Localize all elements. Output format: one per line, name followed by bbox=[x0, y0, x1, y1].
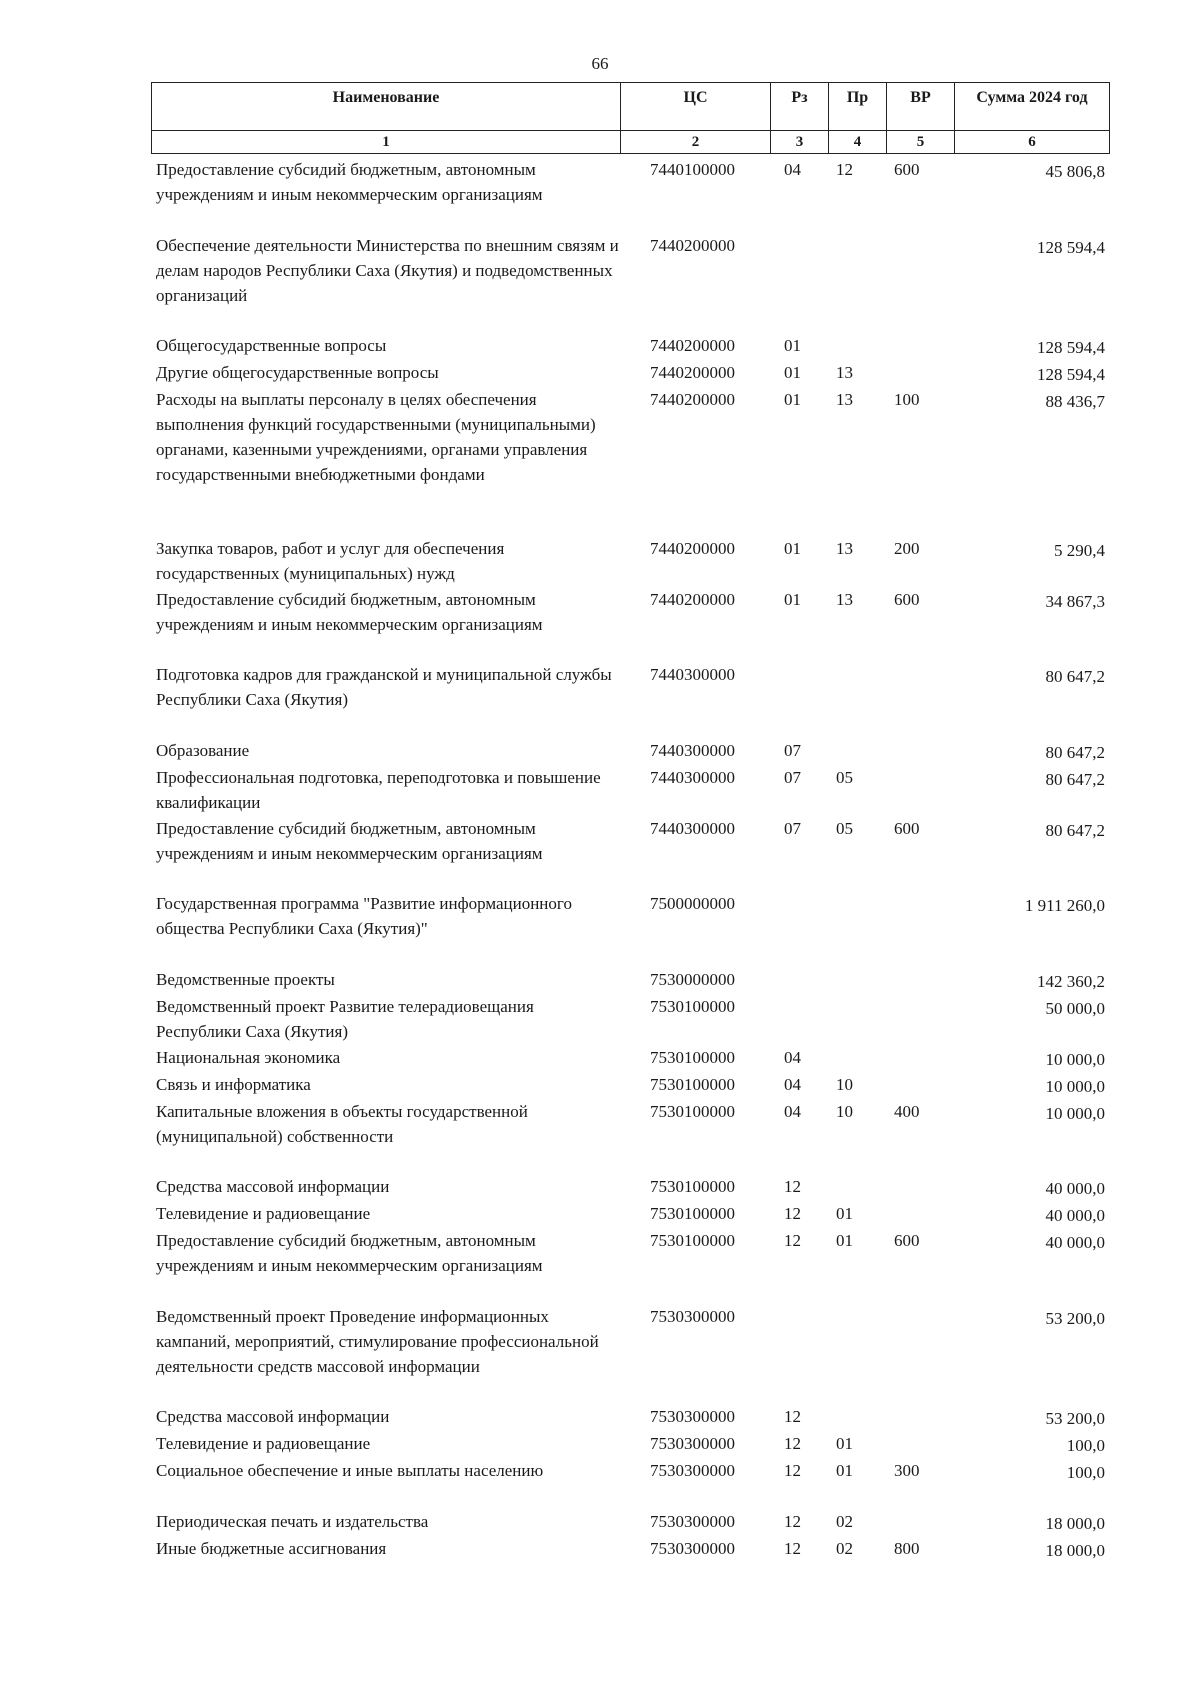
row-pr-cell bbox=[828, 662, 886, 738]
row-rz-cell bbox=[770, 967, 828, 994]
budget-table-body bbox=[151, 157, 1109, 1563]
row-rz-cell: 12 bbox=[784, 1538, 801, 1558]
row-name-cell: Телевидение и радиовещание bbox=[156, 1433, 371, 1453]
row-vr-cell: 600 bbox=[894, 818, 920, 838]
row-pr-cell bbox=[828, 1045, 886, 1072]
row-cs-cell: 7530300000 bbox=[650, 1306, 735, 1326]
row-sum-cell bbox=[954, 587, 1109, 663]
row-pr-cell bbox=[828, 738, 886, 765]
row-name-cell: Образование bbox=[156, 740, 250, 760]
row-cs-cell: 7530000000 bbox=[650, 969, 735, 989]
row-vr-cell bbox=[886, 1072, 954, 1099]
row-sum-value: 45 806,8 bbox=[1045, 162, 1105, 181]
row-rz-cell bbox=[770, 662, 828, 738]
row-pr-cell bbox=[828, 333, 886, 360]
row-name-cell: Ведомственные проекты bbox=[156, 969, 335, 989]
row-rz-cell bbox=[770, 994, 828, 1045]
row-rz-cell: 04 bbox=[784, 1047, 801, 1067]
row-sum-value: 80 647,2 bbox=[1045, 769, 1105, 789]
row-name-cell: Подготовка кадров для гражданской и муниципальной службы Республики Саха (Якутия) bbox=[156, 665, 612, 709]
row-rz-cell: 01 bbox=[784, 335, 801, 355]
row-sum-value: 128 594,4 bbox=[1037, 337, 1105, 357]
row-vr-cell: 600 bbox=[894, 589, 920, 609]
row-sum-cell bbox=[954, 662, 1109, 738]
row-sum-cell bbox=[954, 1509, 1109, 1536]
table-row bbox=[151, 765, 1109, 816]
row-rz-cell: 07 bbox=[784, 767, 801, 787]
row-cs-cell: 7440300000 bbox=[650, 740, 735, 760]
row-sum-value: 142 360,2 bbox=[1037, 971, 1105, 991]
row-name-cell: Социальное обеспечение и иные выплаты населению bbox=[156, 1460, 544, 1480]
row-vr-cell bbox=[886, 994, 954, 1045]
row-name-cell: Предоставление субсидий бюджетным, автономным учреждениям и иным некоммерческим организациям bbox=[156, 589, 543, 634]
row-sum-value: 40 000,0 bbox=[1045, 1206, 1105, 1225]
budget-table bbox=[151, 157, 1109, 1563]
row-sum-cell bbox=[954, 333, 1109, 360]
row-cs-cell: 7530100000 bbox=[650, 1177, 735, 1196]
row-cs-cell: 7530300000 bbox=[650, 1511, 735, 1531]
row-cs-cell: 7440200000 bbox=[650, 538, 735, 558]
row-pr-cell bbox=[828, 1174, 886, 1201]
table-row bbox=[151, 587, 1109, 663]
row-rz-cell: 12 bbox=[784, 1177, 801, 1196]
row-rz-cell: 12 bbox=[784, 1204, 801, 1223]
row-name-cell: Профессиональная подготовка, переподготовка и повышение квалификации bbox=[156, 767, 601, 812]
row-vr-cell: 800 bbox=[894, 1538, 920, 1558]
row-name-cell: Средства массовой информации bbox=[156, 1406, 390, 1426]
row-pr-cell: 01 bbox=[836, 1460, 853, 1480]
table-row bbox=[151, 662, 1109, 738]
column-header-rz: Рз bbox=[771, 83, 829, 131]
row-name-cell: Государственная программа "Развитие информационного общества Республики Саха (Якутия)" bbox=[156, 894, 572, 938]
column-number: 6 bbox=[955, 131, 1110, 154]
row-rz-cell: 07 bbox=[784, 818, 801, 838]
table-row bbox=[151, 333, 1109, 360]
row-sum-value: 50 000,0 bbox=[1045, 998, 1105, 1018]
row-cs-cell: 7440100000 bbox=[650, 160, 735, 179]
row-sum-cell bbox=[954, 1404, 1109, 1431]
row-cs-cell: 7530100000 bbox=[650, 1101, 735, 1121]
table-row bbox=[151, 1509, 1109, 1536]
row-name-cell: Периодическая печать и издательства bbox=[156, 1511, 429, 1531]
row-vr-cell bbox=[886, 360, 954, 387]
table-row bbox=[151, 360, 1109, 387]
row-sum-cell bbox=[954, 1072, 1109, 1099]
row-vr-cell bbox=[886, 233, 954, 333]
row-pr-cell: 10 bbox=[836, 1074, 853, 1094]
row-vr-cell: 600 bbox=[894, 1231, 920, 1250]
row-cs-cell: 7530300000 bbox=[650, 1460, 735, 1480]
row-rz-cell bbox=[770, 891, 828, 967]
row-vr-cell: 600 bbox=[894, 160, 920, 179]
table-row bbox=[151, 1201, 1109, 1228]
table-row bbox=[151, 816, 1109, 892]
row-cs-cell: 7440300000 bbox=[650, 818, 735, 838]
row-vr-cell: 200 bbox=[894, 538, 920, 558]
table-row bbox=[151, 387, 1109, 536]
row-sum-cell bbox=[954, 1458, 1109, 1509]
row-sum-value: 10 000,0 bbox=[1045, 1049, 1105, 1069]
row-sum-value: 40 000,0 bbox=[1045, 1179, 1105, 1198]
row-pr-cell bbox=[828, 233, 886, 333]
table-row bbox=[151, 233, 1109, 333]
row-name-cell: Закупка товаров, работ и услуг для обеспечения государственных (муниципальных) нужд bbox=[156, 538, 505, 583]
row-name-cell: Ведомственный проект Развитие телерадиовещания Республики Саха (Якутия) bbox=[156, 996, 534, 1041]
row-rz-cell: 04 bbox=[784, 160, 801, 179]
row-name-cell: Другие общегосударственные вопросы bbox=[156, 362, 439, 382]
row-vr-cell: 300 bbox=[894, 1460, 920, 1480]
row-name-cell: Национальная экономика bbox=[156, 1047, 341, 1067]
row-cs-cell: 7440200000 bbox=[650, 235, 735, 255]
table-row bbox=[151, 1045, 1109, 1072]
row-sum-value: 40 000,0 bbox=[1045, 1233, 1105, 1252]
row-name-cell: Связь и информатика bbox=[156, 1074, 311, 1094]
column-header-cs: ЦС bbox=[621, 83, 771, 131]
row-pr-cell bbox=[828, 967, 886, 994]
row-sum-cell bbox=[954, 738, 1109, 765]
table-row bbox=[151, 1099, 1109, 1175]
row-sum-value: 88 436,7 bbox=[1045, 391, 1105, 411]
row-pr-cell: 05 bbox=[836, 767, 853, 787]
row-cs-cell: 7530300000 bbox=[650, 1538, 735, 1558]
row-vr-cell bbox=[886, 891, 954, 967]
row-sum-cell bbox=[954, 1045, 1109, 1072]
row-cs-cell: 7440200000 bbox=[650, 362, 735, 382]
row-cs-cell: 7530300000 bbox=[650, 1406, 735, 1426]
column-header-pr: Пр bbox=[829, 83, 887, 131]
row-name-cell: Телевидение и радиовещание bbox=[156, 1204, 371, 1223]
table-header bbox=[151, 82, 1110, 154]
row-pr-cell: 13 bbox=[836, 538, 853, 558]
row-cs-cell: 7530100000 bbox=[650, 1047, 735, 1067]
row-pr-cell bbox=[828, 994, 886, 1045]
column-header-vr: ВР bbox=[887, 83, 955, 131]
row-name-cell: Предоставление субсидий бюджетным, автономным учреждениям и иным некоммерческим организациям bbox=[156, 1231, 543, 1275]
row-sum-cell bbox=[954, 1099, 1109, 1175]
row-cs-cell: 7440200000 bbox=[650, 389, 735, 409]
row-sum-cell bbox=[954, 360, 1109, 387]
row-cs-cell: 7530100000 bbox=[650, 1231, 735, 1250]
row-pr-cell: 01 bbox=[836, 1204, 853, 1223]
row-cs-cell: 7530100000 bbox=[650, 996, 735, 1016]
row-pr-cell bbox=[828, 1304, 886, 1404]
row-pr-cell: 01 bbox=[836, 1231, 853, 1250]
row-sum-value: 100,0 bbox=[1066, 1462, 1105, 1482]
table-row bbox=[151, 1536, 1109, 1563]
row-rz-cell: 04 bbox=[784, 1101, 801, 1121]
row-sum-cell bbox=[954, 816, 1109, 892]
row-rz-cell: 12 bbox=[784, 1231, 801, 1250]
row-sum-value: 5 290,4 bbox=[1054, 540, 1105, 560]
row-sum-cell bbox=[954, 1201, 1109, 1228]
row-pr-cell: 13 bbox=[836, 589, 853, 609]
row-rz-cell: 07 bbox=[784, 740, 801, 760]
row-pr-cell bbox=[828, 891, 886, 967]
column-number: 4 bbox=[829, 131, 887, 154]
row-rz-cell: 01 bbox=[784, 589, 801, 609]
row-sum-cell bbox=[954, 233, 1109, 333]
row-pr-cell: 02 bbox=[836, 1511, 853, 1531]
table-row bbox=[151, 1404, 1109, 1431]
table-row bbox=[151, 1431, 1109, 1458]
table-row bbox=[151, 891, 1109, 967]
row-sum-cell bbox=[954, 536, 1109, 587]
row-vr-cell bbox=[886, 765, 954, 816]
row-cs-cell: 7530100000 bbox=[650, 1204, 735, 1223]
row-pr-cell: 01 bbox=[836, 1433, 853, 1453]
row-sum-value: 34 867,3 bbox=[1045, 591, 1105, 611]
row-vr-cell bbox=[886, 662, 954, 738]
page-number: 66 bbox=[591, 54, 609, 73]
row-sum-cell bbox=[954, 157, 1109, 233]
table-row bbox=[151, 1072, 1109, 1099]
table-row bbox=[151, 536, 1109, 587]
row-vr-cell: 100 bbox=[894, 389, 920, 409]
row-vr-cell bbox=[886, 1404, 954, 1431]
column-number: 1 bbox=[152, 131, 621, 154]
row-sum-value: 100,0 bbox=[1066, 1435, 1105, 1455]
row-name-cell: Обеспечение деятельности Министерства по внешним связям и делам народов Республики Саха (Якутия) и подведомственных организаций bbox=[156, 235, 619, 305]
row-name-cell: Предоставление субсидий бюджетным, автономным учреждениям и иным некоммерческим организациям bbox=[156, 818, 543, 863]
row-cs-cell: 7530300000 bbox=[650, 1433, 735, 1453]
row-sum-cell bbox=[954, 1536, 1109, 1563]
row-cs-cell: 7440300000 bbox=[650, 767, 735, 787]
row-vr-cell bbox=[886, 333, 954, 360]
row-name-cell: Предоставление субсидий бюджетным, автономным учреждениям и иным некоммерческим организациям bbox=[156, 160, 543, 204]
row-vr-cell bbox=[886, 1509, 954, 1536]
row-name-cell: Средства массовой информации bbox=[156, 1177, 390, 1196]
row-sum-cell bbox=[954, 1431, 1109, 1458]
row-sum-value: 10 000,0 bbox=[1045, 1076, 1105, 1096]
column-number: 3 bbox=[771, 131, 829, 154]
row-vr-cell bbox=[886, 1201, 954, 1228]
row-pr-cell: 10 bbox=[836, 1101, 853, 1121]
row-rz-cell: 01 bbox=[784, 362, 801, 382]
row-cs-cell: 7440300000 bbox=[650, 665, 735, 684]
row-name-cell: Расходы на выплаты персоналу в целях обеспечения выполнения функций государственными (муниципальными) органами, казенными учреждениями, органами управления государственными внебюджетными фондами bbox=[156, 389, 596, 484]
row-vr-cell bbox=[886, 738, 954, 765]
table-row bbox=[151, 994, 1109, 1045]
header-row bbox=[152, 83, 1110, 131]
row-pr-cell: 13 bbox=[836, 389, 853, 409]
row-pr-cell: 05 bbox=[836, 818, 853, 838]
column-number-row bbox=[152, 131, 1110, 154]
row-name-cell: Общегосударственные вопросы bbox=[156, 335, 387, 355]
row-rz-cell bbox=[770, 233, 828, 333]
row-name-cell: Капитальные вложения в объекты государственной (муниципальной) собственности bbox=[156, 1101, 528, 1146]
table-row bbox=[151, 1304, 1109, 1404]
row-sum-cell bbox=[954, 994, 1109, 1045]
row-rz-cell: 12 bbox=[784, 1433, 801, 1453]
row-sum-value: 80 647,2 bbox=[1045, 820, 1105, 840]
column-header-sum: Сумма 2024 год bbox=[955, 83, 1110, 131]
row-rz-cell: 01 bbox=[784, 389, 801, 409]
row-sum-value: 18 000,0 bbox=[1045, 1540, 1105, 1560]
row-rz-cell: 04 bbox=[784, 1074, 801, 1094]
table-row bbox=[151, 157, 1109, 233]
row-sum-value: 1 911 260,0 bbox=[1024, 896, 1105, 915]
row-sum-cell bbox=[954, 765, 1109, 816]
row-name-cell: Ведомственный проект Проведение информационных кампаний, мероприятий, стимулирование профессиональной деятельности средств массовой информации bbox=[156, 1306, 599, 1376]
row-vr-cell bbox=[886, 1304, 954, 1404]
table-row bbox=[151, 1458, 1109, 1509]
table-row bbox=[151, 1174, 1109, 1201]
row-vr-cell bbox=[886, 1174, 954, 1201]
row-pr-cell: 02 bbox=[836, 1538, 853, 1558]
row-sum-value: 128 594,4 bbox=[1037, 364, 1105, 384]
row-sum-cell bbox=[954, 1174, 1109, 1201]
row-rz-cell bbox=[770, 1304, 828, 1404]
column-number: 2 bbox=[621, 131, 771, 154]
column-number: 5 bbox=[887, 131, 955, 154]
row-name-cell: Иные бюджетные ассигнования bbox=[156, 1538, 387, 1558]
row-rz-cell: 01 bbox=[784, 538, 801, 558]
row-sum-value: 10 000,0 bbox=[1045, 1103, 1105, 1123]
row-sum-value: 53 200,0 bbox=[1045, 1308, 1105, 1328]
row-sum-cell bbox=[954, 1228, 1109, 1304]
row-sum-cell bbox=[954, 967, 1109, 994]
row-vr-cell bbox=[886, 967, 954, 994]
row-cs-cell: 7530100000 bbox=[650, 1074, 735, 1094]
row-sum-value: 128 594,4 bbox=[1037, 237, 1105, 257]
row-rz-cell: 12 bbox=[784, 1460, 801, 1480]
row-sum-value: 53 200,0 bbox=[1045, 1408, 1105, 1428]
row-rz-cell: 12 bbox=[784, 1406, 801, 1426]
row-sum-value: 80 647,2 bbox=[1045, 742, 1105, 762]
row-cs-cell: 7440200000 bbox=[650, 335, 735, 355]
row-sum-cell bbox=[954, 387, 1109, 536]
table-row bbox=[151, 967, 1109, 994]
row-rz-cell: 12 bbox=[784, 1511, 801, 1531]
row-cs-cell: 7500000000 bbox=[650, 894, 735, 913]
table-row bbox=[151, 1228, 1109, 1304]
row-sum-value: 18 000,0 bbox=[1045, 1513, 1105, 1533]
row-vr-cell: 400 bbox=[894, 1101, 920, 1121]
row-vr-cell bbox=[886, 1045, 954, 1072]
table-row bbox=[151, 738, 1109, 765]
row-sum-cell bbox=[954, 1304, 1109, 1404]
row-sum-value: 80 647,2 bbox=[1045, 667, 1105, 686]
row-sum-cell bbox=[954, 891, 1109, 967]
row-cs-cell: 7440200000 bbox=[650, 589, 735, 609]
row-pr-cell: 12 bbox=[836, 160, 853, 179]
row-pr-cell bbox=[828, 1404, 886, 1431]
row-vr-cell bbox=[886, 1431, 954, 1458]
column-header-name: Наименование bbox=[152, 83, 621, 131]
row-pr-cell: 13 bbox=[836, 362, 853, 382]
